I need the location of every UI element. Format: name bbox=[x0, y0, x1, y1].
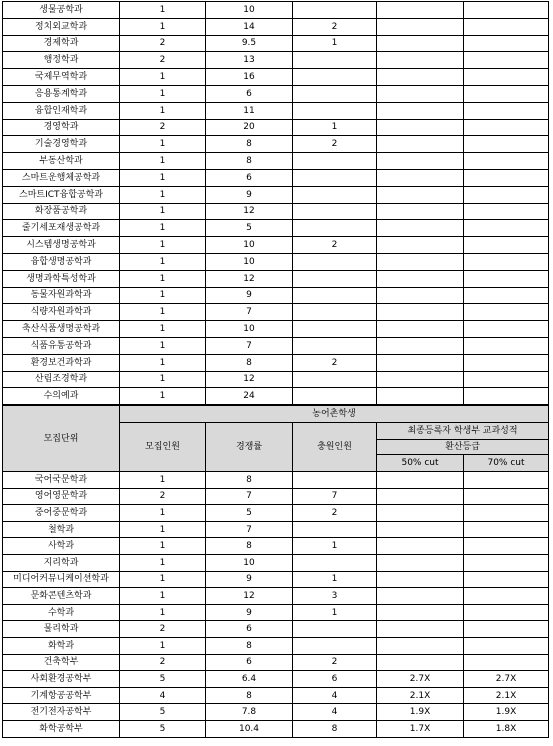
cell-ratio: 9 bbox=[206, 186, 293, 203]
cell-ratio: 8 bbox=[206, 687, 293, 704]
cell-quota: 1 bbox=[120, 169, 206, 186]
cell-unit: 영어영문학과 bbox=[3, 488, 120, 505]
cell-quota: 1 bbox=[120, 304, 206, 321]
cell-extra: 7 bbox=[293, 488, 377, 505]
cell-ratio: 7 bbox=[206, 337, 293, 354]
cell-cut50 bbox=[377, 287, 464, 304]
table-row bbox=[3, 136, 549, 153]
cell-quota: 1 bbox=[120, 604, 206, 621]
cell-cut50 bbox=[377, 538, 464, 555]
cell-cut70 bbox=[464, 538, 549, 555]
cell-cut50 bbox=[377, 119, 464, 136]
cell-cut50 bbox=[377, 337, 464, 354]
table-row bbox=[3, 203, 549, 220]
cell-ratio: 6 bbox=[206, 169, 293, 186]
cell-ratio: 9 bbox=[206, 287, 293, 304]
cell-unit: 스마트ICT융합공학과 bbox=[3, 186, 120, 203]
header-cut70: 70% cut bbox=[464, 455, 549, 472]
cell-ratio: 14 bbox=[206, 18, 293, 35]
cell-cut70 bbox=[464, 371, 549, 388]
cell-extra bbox=[293, 69, 377, 86]
cell-ratio: 7.8 bbox=[206, 704, 293, 721]
cell-unit: 사회환경공학부 bbox=[3, 671, 120, 688]
cell-cut50 bbox=[377, 18, 464, 35]
cell-extra bbox=[293, 153, 377, 170]
cell-unit: 수의예과 bbox=[3, 388, 120, 405]
table-row bbox=[3, 488, 549, 505]
cell-cut70: 2.7X bbox=[464, 671, 549, 688]
cell-extra: 2 bbox=[293, 505, 377, 522]
cell-cut70 bbox=[464, 388, 549, 405]
cell-cut50: 2.1X bbox=[377, 687, 464, 704]
table-row bbox=[3, 2, 549, 19]
cell-unit: 줄기세포재생공학과 bbox=[3, 220, 120, 237]
cell-ratio: 10 bbox=[206, 554, 293, 571]
cell-extra bbox=[293, 186, 377, 203]
cell-cut70: 2.1X bbox=[464, 687, 549, 704]
table-row bbox=[3, 472, 549, 489]
cell-extra bbox=[293, 554, 377, 571]
cell-unit: 축산식품생명공학과 bbox=[3, 321, 120, 338]
table-row bbox=[3, 604, 549, 621]
cell-extra: 4 bbox=[293, 687, 377, 704]
cell-extra: 6 bbox=[293, 671, 377, 688]
cell-quota: 5 bbox=[120, 671, 206, 688]
cell-quota: 4 bbox=[120, 687, 206, 704]
cell-extra bbox=[293, 102, 377, 119]
table-row bbox=[3, 687, 549, 704]
table-row bbox=[3, 637, 549, 654]
cell-extra: 2 bbox=[293, 354, 377, 371]
cell-extra bbox=[293, 304, 377, 321]
cell-quota: 2 bbox=[120, 621, 206, 638]
cell-ratio: 8 bbox=[206, 637, 293, 654]
cell-quota: 1 bbox=[120, 472, 206, 489]
table-row bbox=[3, 505, 549, 522]
cell-unit: 국어국문학과 bbox=[3, 472, 120, 489]
cell-cut70 bbox=[464, 287, 549, 304]
cell-cut70 bbox=[464, 505, 549, 522]
table-row bbox=[3, 237, 549, 254]
table-row bbox=[3, 654, 549, 671]
cell-quota: 1 bbox=[120, 521, 206, 538]
cell-quota: 1 bbox=[120, 321, 206, 338]
cell-extra bbox=[293, 637, 377, 654]
results-table-bottom bbox=[2, 405, 549, 738]
cell-quota: 1 bbox=[120, 85, 206, 102]
cell-ratio: 9 bbox=[206, 571, 293, 588]
cell-unit: 국제무역학과 bbox=[3, 69, 120, 86]
cell-extra bbox=[293, 270, 377, 287]
cell-cut50 bbox=[377, 270, 464, 287]
cell-cut50 bbox=[377, 621, 464, 638]
cell-quota: 1 bbox=[120, 69, 206, 86]
cell-cut50: 1.9X bbox=[377, 704, 464, 721]
cell-ratio: 9 bbox=[206, 604, 293, 621]
cell-cut50 bbox=[377, 505, 464, 522]
cell-unit: 전기전자공학부 bbox=[3, 704, 120, 721]
cell-ratio: 16 bbox=[206, 69, 293, 86]
cell-extra: 3 bbox=[293, 588, 377, 605]
cell-cut50 bbox=[377, 488, 464, 505]
cell-extra: 2 bbox=[293, 136, 377, 153]
cell-cut50 bbox=[377, 304, 464, 321]
cell-extra bbox=[293, 52, 377, 69]
table-row bbox=[3, 253, 549, 270]
cell-cut70 bbox=[464, 554, 549, 571]
cell-extra bbox=[293, 85, 377, 102]
cell-ratio: 10 bbox=[206, 237, 293, 254]
table-row bbox=[3, 153, 549, 170]
cell-unit: 기술경영학과 bbox=[3, 136, 120, 153]
table-row bbox=[3, 321, 549, 338]
cell-quota: 1 bbox=[120, 153, 206, 170]
header-quota: 모집인원 bbox=[120, 423, 206, 472]
cell-ratio: 6 bbox=[206, 85, 293, 102]
table-row bbox=[3, 588, 549, 605]
cell-extra: 1 bbox=[293, 604, 377, 621]
cell-cut50 bbox=[377, 153, 464, 170]
cell-ratio: 11 bbox=[206, 102, 293, 119]
cell-unit: 경영학과 bbox=[3, 119, 120, 136]
cell-cut70 bbox=[464, 270, 549, 287]
cell-ratio: 6.4 bbox=[206, 671, 293, 688]
table-row bbox=[3, 270, 549, 287]
cell-cut70: 1.9X bbox=[464, 704, 549, 721]
cell-ratio: 10 bbox=[206, 2, 293, 19]
table-row bbox=[3, 52, 549, 69]
table-header bbox=[3, 406, 549, 472]
cell-cut50 bbox=[377, 472, 464, 489]
cell-cut70: 1.8X bbox=[464, 720, 549, 737]
cell-unit: 부동산학과 bbox=[3, 153, 120, 170]
cell-cut70 bbox=[464, 220, 549, 237]
cell-extra bbox=[293, 321, 377, 338]
cell-ratio: 8 bbox=[206, 136, 293, 153]
cell-cut70 bbox=[464, 621, 549, 638]
cell-extra bbox=[293, 203, 377, 220]
table-row bbox=[3, 220, 549, 237]
cell-extra bbox=[293, 337, 377, 354]
cell-cut70 bbox=[464, 472, 549, 489]
cell-ratio: 7 bbox=[206, 488, 293, 505]
cell-ratio: 8 bbox=[206, 153, 293, 170]
cell-quota: 1 bbox=[120, 102, 206, 119]
cell-ratio: 8 bbox=[206, 472, 293, 489]
cell-quota: 1 bbox=[120, 388, 206, 405]
cell-ratio: 7 bbox=[206, 304, 293, 321]
cell-quota: 1 bbox=[120, 203, 206, 220]
cell-unit: 행정학과 bbox=[3, 52, 120, 69]
cell-extra: 2 bbox=[293, 18, 377, 35]
cell-unit: 스마트운행체공학과 bbox=[3, 169, 120, 186]
cell-unit: 화학과 bbox=[3, 637, 120, 654]
cell-extra: 8 bbox=[293, 720, 377, 737]
cell-extra: 1 bbox=[293, 119, 377, 136]
cell-unit: 중어중문학과 bbox=[3, 505, 120, 522]
cell-unit: 물리학과 bbox=[3, 621, 120, 638]
cell-unit: 문화콘텐츠학과 bbox=[3, 588, 120, 605]
cell-extra bbox=[293, 388, 377, 405]
cell-quota: 1 bbox=[120, 253, 206, 270]
cell-cut70 bbox=[464, 604, 549, 621]
cell-cut50 bbox=[377, 371, 464, 388]
table-row bbox=[3, 671, 549, 688]
cell-cut70 bbox=[464, 337, 549, 354]
cell-quota: 1 bbox=[120, 18, 206, 35]
table-row bbox=[3, 287, 549, 304]
cell-cut70 bbox=[464, 253, 549, 270]
cell-cut50 bbox=[377, 571, 464, 588]
cell-cut50 bbox=[377, 237, 464, 254]
header-cut50: 50% cut bbox=[377, 455, 464, 472]
cell-quota: 1 bbox=[120, 237, 206, 254]
cell-unit: 수학과 bbox=[3, 604, 120, 621]
cell-unit: 미디어커뮤니케이션학과 bbox=[3, 571, 120, 588]
cell-cut70 bbox=[464, 69, 549, 86]
cell-unit: 지리학과 bbox=[3, 554, 120, 571]
cell-extra bbox=[293, 287, 377, 304]
cell-cut50 bbox=[377, 136, 464, 153]
cell-unit: 건축학부 bbox=[3, 654, 120, 671]
cell-ratio: 12 bbox=[206, 588, 293, 605]
cell-quota: 1 bbox=[120, 371, 206, 388]
cell-ratio: 20 bbox=[206, 119, 293, 136]
cell-cut50 bbox=[377, 85, 464, 102]
cell-quota: 1 bbox=[120, 505, 206, 522]
cell-cut70 bbox=[464, 521, 549, 538]
cell-quota: 1 bbox=[120, 186, 206, 203]
cell-cut50 bbox=[377, 69, 464, 86]
cell-quota: 1 bbox=[120, 554, 206, 571]
cell-ratio: 5 bbox=[206, 505, 293, 522]
cell-cut70 bbox=[464, 637, 549, 654]
cell-ratio: 13 bbox=[206, 52, 293, 69]
cell-quota: 1 bbox=[120, 2, 206, 19]
cell-cut70 bbox=[464, 488, 549, 505]
table-row bbox=[3, 18, 549, 35]
cell-ratio: 10 bbox=[206, 253, 293, 270]
cell-ratio: 6 bbox=[206, 621, 293, 638]
cell-cut50 bbox=[377, 388, 464, 405]
cell-unit: 식량자원과학과 bbox=[3, 304, 120, 321]
cell-extra: 2 bbox=[293, 654, 377, 671]
cell-quota: 1 bbox=[120, 270, 206, 287]
cell-cut50: 1.7X bbox=[377, 720, 464, 737]
header-unit: 모집단위 bbox=[3, 406, 120, 472]
cell-ratio: 6 bbox=[206, 654, 293, 671]
cell-extra bbox=[293, 253, 377, 270]
cell-extra: 2 bbox=[293, 237, 377, 254]
table-row bbox=[3, 169, 549, 186]
table-row bbox=[3, 119, 549, 136]
cell-quota: 1 bbox=[120, 287, 206, 304]
cell-ratio: 7 bbox=[206, 521, 293, 538]
cell-cut50 bbox=[377, 102, 464, 119]
cell-cut50 bbox=[377, 654, 464, 671]
cell-extra bbox=[293, 2, 377, 19]
cell-quota: 1 bbox=[120, 136, 206, 153]
cell-extra bbox=[293, 169, 377, 186]
cell-unit: 응용통계학과 bbox=[3, 85, 120, 102]
cell-unit: 시스템생명공학과 bbox=[3, 237, 120, 254]
cell-quota: 5 bbox=[120, 720, 206, 737]
cell-ratio: 12 bbox=[206, 203, 293, 220]
cell-cut70 bbox=[464, 35, 549, 52]
cell-unit: 생물공학과 bbox=[3, 2, 120, 19]
cell-quota: 1 bbox=[120, 220, 206, 237]
cell-cut70 bbox=[464, 237, 549, 254]
table-row bbox=[3, 354, 549, 371]
cell-cut70 bbox=[464, 169, 549, 186]
table-row bbox=[3, 186, 549, 203]
cell-ratio: 24 bbox=[206, 388, 293, 405]
cell-cut70 bbox=[464, 102, 549, 119]
cell-quota: 1 bbox=[120, 588, 206, 605]
cell-quota: 2 bbox=[120, 52, 206, 69]
cell-cut70 bbox=[464, 186, 549, 203]
cell-unit: 산림조경학과 bbox=[3, 371, 120, 388]
cell-unit: 동물자원과학과 bbox=[3, 287, 120, 304]
cell-cut50 bbox=[377, 253, 464, 270]
cell-quota: 2 bbox=[120, 488, 206, 505]
cell-quota: 1 bbox=[120, 337, 206, 354]
cell-cut50 bbox=[377, 35, 464, 52]
table-row bbox=[3, 521, 549, 538]
cell-quota: 1 bbox=[120, 354, 206, 371]
cell-cut50 bbox=[377, 220, 464, 237]
cell-ratio: 12 bbox=[206, 371, 293, 388]
cell-quota: 1 bbox=[120, 571, 206, 588]
cell-cut70 bbox=[464, 136, 549, 153]
cell-unit: 융합생명공학과 bbox=[3, 253, 120, 270]
cell-ratio: 8 bbox=[206, 538, 293, 555]
cell-quota: 1 bbox=[120, 637, 206, 654]
cell-extra bbox=[293, 371, 377, 388]
cell-unit: 식품유통공학과 bbox=[3, 337, 120, 354]
cell-cut50 bbox=[377, 637, 464, 654]
cell-cut50 bbox=[377, 554, 464, 571]
cell-cut50 bbox=[377, 52, 464, 69]
cell-extra: 1 bbox=[293, 571, 377, 588]
cell-extra: 1 bbox=[293, 538, 377, 555]
cell-ratio: 8 bbox=[206, 354, 293, 371]
cell-cut50 bbox=[377, 521, 464, 538]
cell-cut50 bbox=[377, 186, 464, 203]
cell-cut70 bbox=[464, 654, 549, 671]
cell-extra: 4 bbox=[293, 704, 377, 721]
cell-cut70 bbox=[464, 571, 549, 588]
cell-quota: 2 bbox=[120, 35, 206, 52]
cell-unit: 철학과 bbox=[3, 521, 120, 538]
results-table-top bbox=[2, 1, 549, 405]
table-row bbox=[3, 69, 549, 86]
cell-cut50 bbox=[377, 588, 464, 605]
cell-unit: 융합인재학과 bbox=[3, 102, 120, 119]
cell-quota: 2 bbox=[120, 119, 206, 136]
cell-unit: 기계항공공학부 bbox=[3, 687, 120, 704]
table-row bbox=[3, 538, 549, 555]
results-table-top-body bbox=[3, 2, 549, 405]
cell-unit: 환경보건과학과 bbox=[3, 354, 120, 371]
cell-cut70 bbox=[464, 85, 549, 102]
cell-quota: 1 bbox=[120, 538, 206, 555]
cell-unit: 화장품공학과 bbox=[3, 203, 120, 220]
cell-cut50 bbox=[377, 604, 464, 621]
cell-cut50 bbox=[377, 354, 464, 371]
table-row bbox=[3, 102, 549, 119]
cell-unit: 화학공학부 bbox=[3, 720, 120, 737]
cell-cut50: 2.7X bbox=[377, 671, 464, 688]
cell-cut70 bbox=[464, 304, 549, 321]
cell-cut50 bbox=[377, 169, 464, 186]
table-row bbox=[3, 85, 549, 102]
cell-ratio: 9.5 bbox=[206, 35, 293, 52]
cell-ratio: 12 bbox=[206, 270, 293, 287]
cell-quota: 5 bbox=[120, 704, 206, 721]
cell-cut70 bbox=[464, 2, 549, 19]
header-ratio: 경쟁률 bbox=[206, 423, 293, 472]
table-row bbox=[3, 35, 549, 52]
table-row bbox=[3, 554, 549, 571]
cell-extra bbox=[293, 621, 377, 638]
cell-extra: 1 bbox=[293, 35, 377, 52]
cell-ratio: 10 bbox=[206, 321, 293, 338]
cell-cut50 bbox=[377, 321, 464, 338]
cell-cut70 bbox=[464, 119, 549, 136]
table-row bbox=[3, 337, 549, 354]
cell-cut70 bbox=[464, 321, 549, 338]
cell-cut70 bbox=[464, 588, 549, 605]
cell-unit: 사학과 bbox=[3, 538, 120, 555]
cell-ratio: 10.4 bbox=[206, 720, 293, 737]
header-grade-line2: 환산등급 bbox=[377, 440, 549, 455]
table-row bbox=[3, 571, 549, 588]
cell-cut70 bbox=[464, 52, 549, 69]
cell-cut50 bbox=[377, 2, 464, 19]
table-row bbox=[3, 304, 549, 321]
table-row bbox=[3, 388, 549, 405]
table-row bbox=[3, 621, 549, 638]
cell-cut70 bbox=[464, 18, 549, 35]
header-grade-line1: 최종등록자 학생부 교과성적 bbox=[377, 423, 549, 440]
cell-quota: 2 bbox=[120, 654, 206, 671]
cell-cut70 bbox=[464, 153, 549, 170]
cell-unit: 경제학과 bbox=[3, 35, 120, 52]
cell-cut50 bbox=[377, 203, 464, 220]
cell-extra bbox=[293, 220, 377, 237]
table-row bbox=[3, 371, 549, 388]
table-row bbox=[3, 704, 549, 721]
cell-unit: 생명과학특성학과 bbox=[3, 270, 120, 287]
cell-unit: 정치외교학과 bbox=[3, 18, 120, 35]
cell-cut70 bbox=[464, 203, 549, 220]
cell-extra bbox=[293, 472, 377, 489]
header-group: 농어촌학생 bbox=[120, 406, 549, 423]
results-table-bottom-body bbox=[3, 472, 549, 738]
table-row bbox=[3, 720, 549, 737]
cell-extra bbox=[293, 521, 377, 538]
header-extra: 충원인원 bbox=[293, 423, 377, 472]
cell-cut70 bbox=[464, 354, 549, 371]
cell-ratio: 5 bbox=[206, 220, 293, 237]
